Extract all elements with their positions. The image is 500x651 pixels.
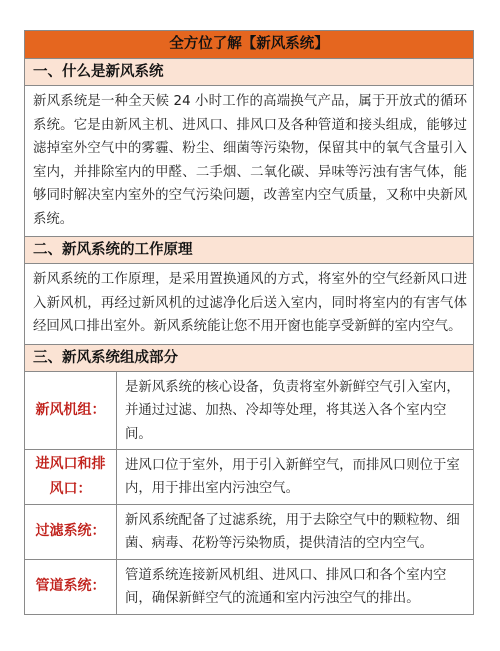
component-row-ducts <box>25 560 473 614</box>
section-heading-what: 一、什么是新风系统 <box>25 59 473 86</box>
component-desc: 新风系统配备了过滤系统，用于去除空气中的颗粒物、细菌、病毒、花粉等污染物质，提供清洁的空内空气。 <box>125 512 460 551</box>
info-table <box>24 30 474 615</box>
component-row-filter <box>25 505 473 560</box>
section-heading-components: 三、新风系统组成部分 <box>25 345 473 372</box>
section-heading-principle: 二、新风系统的工作原理 <box>25 237 473 264</box>
component-label: 管道系统： <box>25 560 117 614</box>
section-body-principle: 新风系统的工作原理，是采用置换通风的方式，将室外的空气经新风口进入新风机，再经过新风机的过滤净化后送入室内，同时将室内的有害气体经回风口排出室外。新风系统能让您不用开窗也能享受新鲜的室内空气。 <box>25 264 473 345</box>
component-row-fan-unit <box>25 372 473 450</box>
component-desc: 管道系统连接新风机组、进风口、排风口和各个室内空间，确保新鲜空气的流通和室内污浊空气的排出。 <box>125 567 447 606</box>
component-row-vents <box>25 450 473 505</box>
component-label: 过滤系统： <box>25 505 117 559</box>
component-label: 新风机组： <box>25 372 117 449</box>
component-label: 进风口和排风口： <box>25 450 117 504</box>
component-desc: 是新风系统的核心设备，负责将室外新鲜空气引入室内，并通过过滤、加热、冷却等处理，将其送入各个室内空间。 <box>125 379 460 442</box>
section-body-what: 新风系统是一种全天候 24 小时工作的高端换气产品，属于开放式的循环系统。它是由新风主机、进风口、排风口及各种管道和接头组成，能够过滤掉室外空气中的雾霾、粉尘、细菌等污染物，保留其中的氧气含量引入室内，并排除室内的甲醛、二手烟、二氧化碳、异味等污浊有害气体，能够同时解决室内室外的空气污染问题，改善室内空气质量，又称中央新风系统。 <box>25 86 473 237</box>
table-title: 全方位了解【新风系统】 <box>25 31 473 59</box>
component-desc: 进风口位于室外，用于引入新鲜空气，而排风口则位于室内，用于排出室内污浊空气。 <box>125 457 460 496</box>
